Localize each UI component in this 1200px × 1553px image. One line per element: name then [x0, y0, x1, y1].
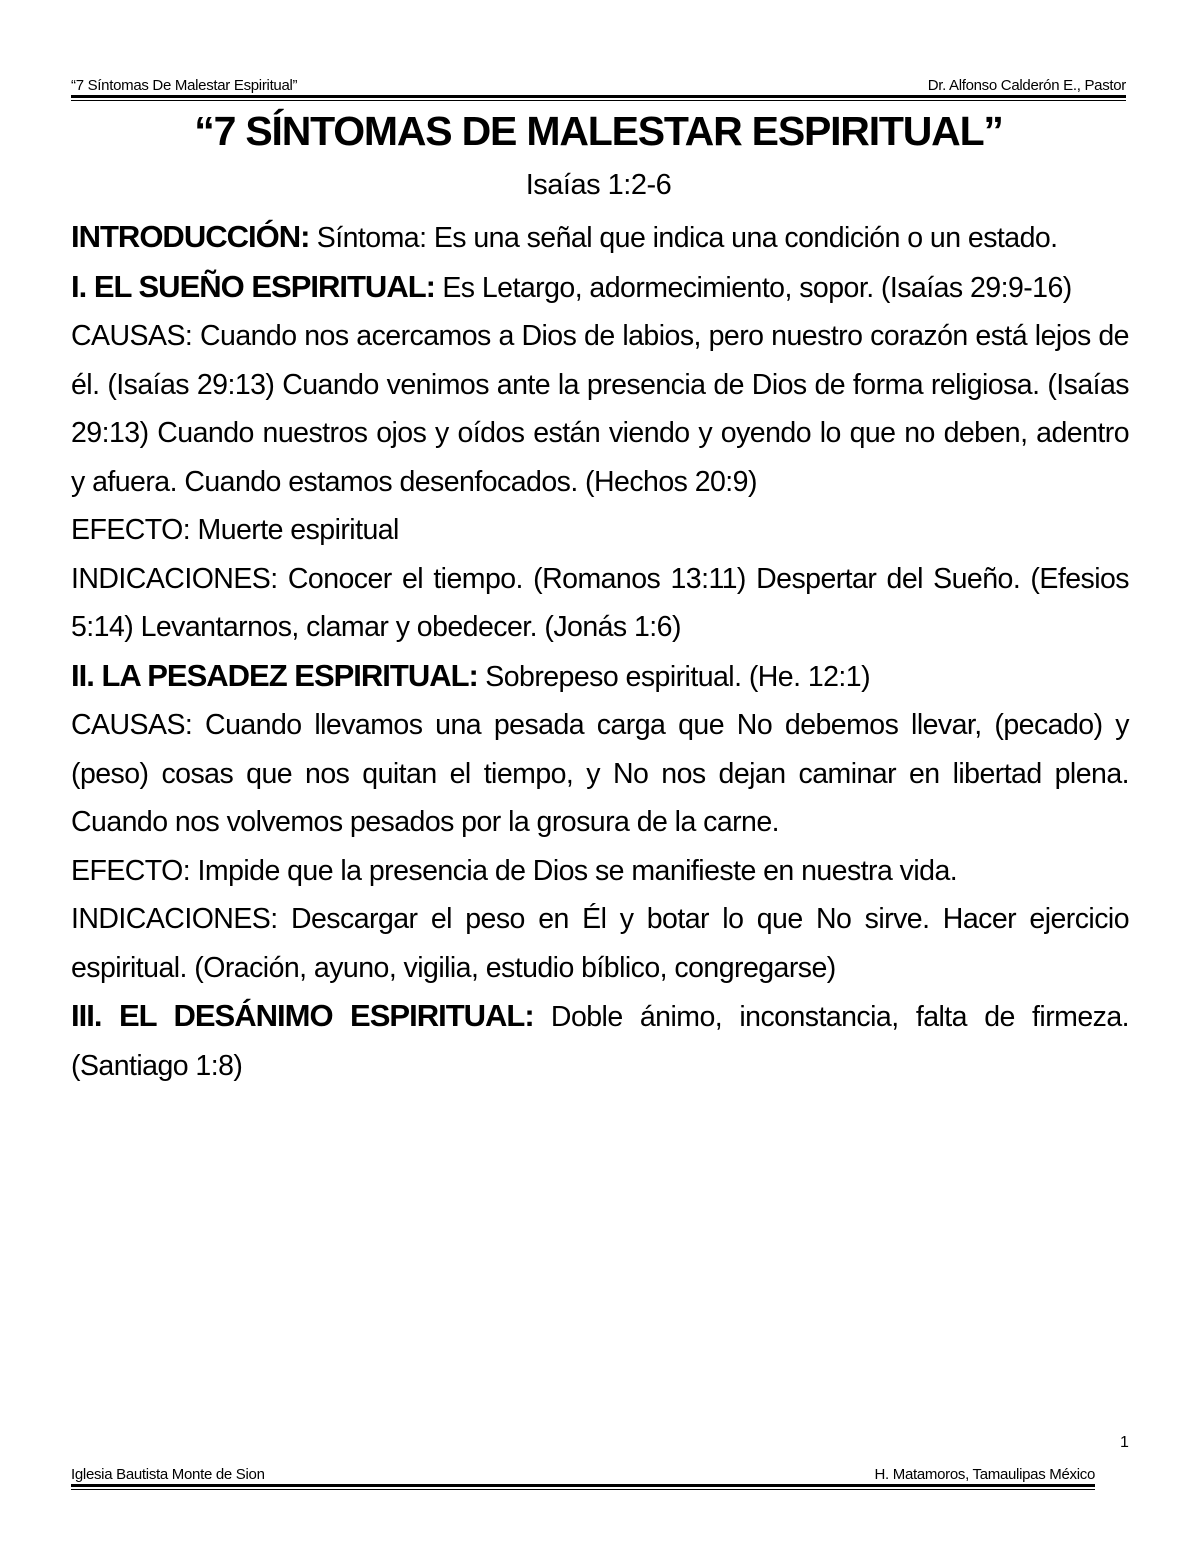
section-heading: III. EL DESÁNIMO ESPIRITUAL:: [71, 998, 534, 1033]
paragraph-section-1: I. EL SUEÑO ESPIRITUAL: Es Letargo, adormecimiento, sopor. (Isaías 29:9-16): [71, 268, 1072, 304]
page-footer: [71, 1462, 1095, 1487]
document-title: “7 SÍNTOMAS DE MALESTAR ESPIRITUAL”: [194, 108, 1003, 154]
document-subtitle: Isaías 1:2-6: [525, 169, 672, 201]
paragraph-indications-1: INDICACIONES: Conocer el tiempo. (Romanos 13:11) Despertar del Sueño. (Efesios 5:14) Levantarnos, clamar y obedecer. (Jonás 1:6): [71, 562, 1129, 643]
paragraph-indications-2: INDICACIONES: Descargar el peso en Él y botar lo que No sirve. Hacer ejercicio espiritual. (Oración, ayuno, vigilia, estudio bíblico, congregarse): [71, 903, 1129, 984]
section-heading: II. LA PESADEZ ESPIRITUAL:: [71, 657, 478, 693]
header-title: “7 Síntomas De Malestar Espiritual”: [71, 77, 298, 94]
section-heading: INTRODUCCIÓN:: [71, 219, 310, 254]
paragraph-effect-1: EFECTO: Muerte espiritual: [71, 514, 399, 546]
header-author: Dr. Alfonso Calderón E., Pastor: [927, 77, 1126, 94]
document-body: [71, 213, 1129, 1090]
paragraph-causes-2: CAUSAS: Cuando llevamos una pesada carga que No debemos llevar, (pecado) y (peso) cosas que nos quitan el tiempo, y No nos dejan caminar en libertad plena. Cuando nos volvemos pesados por la grosura de la carne.: [71, 709, 1129, 838]
paragraph-section-2: II. LA PESADEZ ESPIRITUAL: Sobrepeso espiritual. (He. 12:1): [71, 657, 871, 693]
paragraph-introduction: INTRODUCCIÓN: Síntoma: Es una señal que indica una condición o un estado.: [71, 219, 1058, 254]
footer-church: Iglesia Bautista Monte de Sion: [71, 1466, 265, 1483]
paragraph-section-3: III. EL DESÁNIMO ESPIRITUAL: Doble ánimo, inconstancia, falta de firmeza. (Santiago 1:8): [71, 998, 1129, 1082]
page-number: 1: [1120, 1434, 1129, 1451]
footer-location: H. Matamoros, Tamaulipas México: [874, 1466, 1095, 1483]
page-header: [71, 73, 1126, 98]
paragraph-effect-2: EFECTO: Impide que la presencia de Dios se manifieste en nuestra vida.: [71, 854, 958, 887]
paragraph-causes-1: CAUSAS: Cuando nos acercamos a Dios de labios, pero nuestro corazón está lejos de él. (Isaías 29:13) Cuando venimos ante la presencia de Dios de forma religiosa. (Isaías 29:13) Cuando nuestros ojos y oídos están viendo y oyendo lo que no deben, adentro y afuera. Cuando estamos desenfocados. (Hechos 20:9): [71, 320, 1129, 498]
section-heading: I. EL SUEÑO ESPIRITUAL:: [71, 268, 435, 304]
